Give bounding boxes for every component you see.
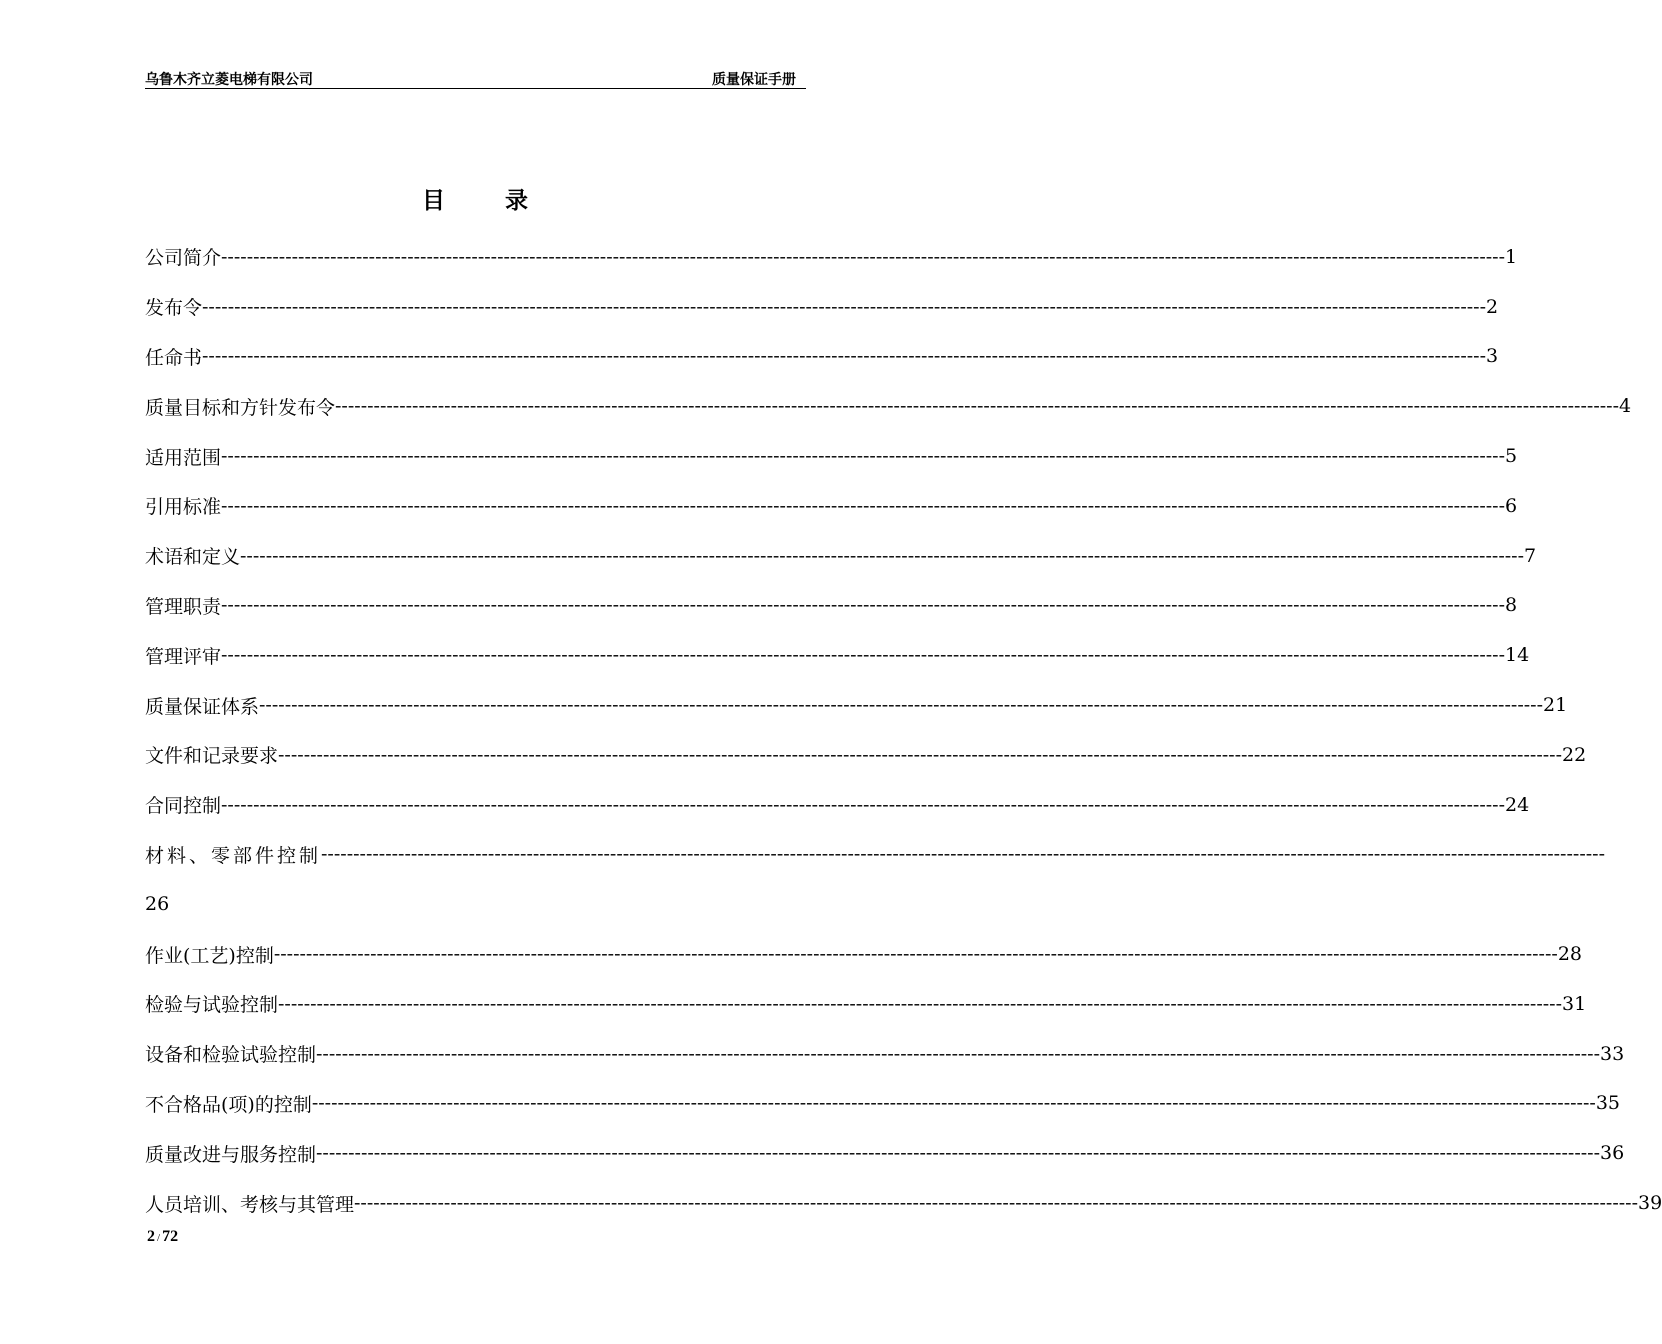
page-header: [145, 68, 806, 89]
toc-entry[interactable]: [145, 332, 1499, 382]
toc-entry-page: 24: [1505, 793, 1530, 816]
toc-leader: --------------------------------------------------------------------------------------------------------------------------------------------------------------------------------------------------------: [354, 1192, 1638, 1215]
toc-leader: --------------------------------------------------------------------------------------------------------------------------------------------------------------------------------------------------------: [316, 1142, 1600, 1165]
toc-entry-label: 适用范围: [145, 446, 222, 469]
toc-entry-label: 不合格品(项)的控制: [145, 1093, 312, 1116]
toc-leader: --------------------------------------------------------------------------------------------------------------------------------------------------------------------------------------------------------: [221, 494, 1505, 517]
toc-entry[interactable]: [145, 531, 1537, 581]
page-separator: /: [157, 1232, 161, 1244]
total-pages: 72: [162, 1228, 179, 1245]
toc-entry-label: 设备和检验试验控制: [145, 1044, 317, 1067]
toc-title: [0, 182, 950, 215]
toc-leader: --------------------------------------------------------------------------------------------------------------------------------------------------------------------------------------------------------: [221, 594, 1505, 617]
toc-entry-label: 任命书: [145, 346, 203, 369]
toc-entry-page: 14: [1505, 644, 1530, 667]
toc-entry-label: 质量改进与服务控制: [145, 1143, 317, 1166]
toc-entry-page: 31: [1562, 992, 1587, 1015]
toc-entry[interactable]: [145, 481, 1518, 531]
toc-entry-label: 管理职责: [145, 595, 222, 618]
toc-entry[interactable]: [145, 1079, 1620, 1129]
toc-entry-page: 26: [145, 893, 170, 916]
toc-entry[interactable]: [145, 232, 1518, 282]
toc-entry-page: 33: [1600, 1042, 1625, 1065]
toc-leader: --------------------------------------------------------------------------------------------------------------------------------------------------------------------------------------------------------: [221, 245, 1505, 268]
toc-entry-label: 文件和记录要求: [145, 745, 279, 768]
toc-entry-page-continued: [145, 879, 806, 929]
toc-leader: --------------------------------------------------------------------------------------------------------------------------------------------------------------------------------------------------------: [316, 1042, 1600, 1065]
table-of-contents: [145, 232, 1662, 1228]
page-number: [147, 1228, 178, 1246]
toc-leader: --------------------------------------------------------------------------------------------------------------------------------------------------------------------------------------------------------: [273, 943, 1558, 966]
toc-entry-page: 5: [1505, 445, 1518, 468]
toc-entry[interactable]: [145, 381, 1632, 431]
toc-entry-page: 7: [1524, 544, 1537, 567]
toc-entry-page: 21: [1543, 694, 1568, 717]
toc-entry-page: 3: [1486, 345, 1499, 368]
toc-leader: --------------------------------------------------------------------------------------------------------------------------------------------------------------------------------------------------------: [221, 793, 1505, 816]
toc-entry[interactable]: [145, 431, 1518, 481]
toc-entry-page: 4: [1619, 395, 1632, 418]
toc-leader: --------------------------------------------------------------------------------------------------------------------------------------------------------------------------------------------------------: [240, 544, 1524, 567]
toc-entry-page: 8: [1505, 594, 1518, 617]
toc-entry-label: 合同控制: [145, 795, 222, 818]
toc-entry-label: 作业(工艺)控制: [145, 944, 274, 967]
toc-leader: --------------------------------------------------------------------------------------------------------------------------------------------------------------------------------------------------------: [259, 694, 1543, 717]
toc-leader: --------------------------------------------------------------------------------------------------------------------------------------------------------------------------------------------------------: [202, 345, 1486, 368]
toc-leader: --------------------------------------------------------------------------------------------------------------------------------------------------------------------------------------------------------: [311, 1092, 1596, 1115]
toc-entry-page: 35: [1595, 1092, 1620, 1115]
toc-entry[interactable]: [145, 1128, 1625, 1178]
toc-entry[interactable]: [145, 830, 1605, 880]
toc-entry-page: 36: [1600, 1142, 1625, 1165]
toc-entry[interactable]: [145, 1178, 1662, 1228]
toc-title-char-1: 目: [422, 188, 445, 214]
toc-entry[interactable]: [145, 680, 1568, 730]
toc-entry-page: 1: [1505, 245, 1518, 268]
toc-entry-label: 检验与试验控制: [145, 994, 279, 1017]
toc-entry-page: 28: [1557, 943, 1582, 966]
toc-title-char-2: 录: [505, 188, 528, 214]
toc-leader: --------------------------------------------------------------------------------------------------------------------------------------------------------------------------------------------------------: [278, 743, 1562, 766]
toc-entry[interactable]: [145, 630, 1530, 680]
company-name: 乌鲁木齐立菱电梯有限公司: [145, 72, 313, 88]
manual-title: 质量保证手册: [712, 72, 796, 88]
toc-entry-label: 质量目标和方针发布令: [145, 396, 336, 419]
toc-leader: --------------------------------------------------------------------------------------------------------------------------------------------------------------------------------------------------------: [202, 295, 1486, 318]
toc-entry-label: 管理评审: [145, 645, 222, 668]
toc-entry-label: 引用标准: [145, 496, 222, 519]
toc-entry-page: 39: [1638, 1192, 1662, 1215]
toc-entry-label: 公司简介: [145, 247, 222, 270]
toc-entry-label: 术语和定义: [145, 546, 241, 569]
toc-leader: --------------------------------------------------------------------------------------------------------------------------------------------------------------------------------------------------------: [221, 445, 1505, 468]
toc-entry-page: 2: [1486, 295, 1499, 318]
toc-entry[interactable]: [145, 730, 1587, 780]
current-page: 2: [147, 1228, 155, 1245]
toc-entry[interactable]: [145, 581, 1518, 631]
toc-entry-label: 发布令: [145, 297, 203, 320]
toc-entry-label: 质量保证体系: [145, 695, 260, 718]
toc-entry-label: 人员培训、考核与其管理: [145, 1193, 355, 1216]
toc-entry[interactable]: [145, 929, 1582, 979]
toc-entry[interactable]: [145, 979, 1587, 1029]
toc-entry-page: 6: [1505, 494, 1518, 517]
toc-leader: --------------------------------------------------------------------------------------------------------------------------------------------------------------------------------------------------------: [335, 395, 1619, 418]
toc-entry[interactable]: [145, 1029, 1625, 1079]
toc-entry-page: 22: [1562, 743, 1587, 766]
toc-leader: --------------------------------------------------------------------------------------------------------------------------------------------------------------------------------------------------------: [321, 843, 1605, 866]
toc-entry-label: 材料、零部件控制: [145, 844, 322, 867]
toc-leader: --------------------------------------------------------------------------------------------------------------------------------------------------------------------------------------------------------: [221, 644, 1505, 667]
toc-leader: --------------------------------------------------------------------------------------------------------------------------------------------------------------------------------------------------------: [278, 992, 1562, 1015]
toc-entry[interactable]: [145, 282, 1499, 332]
toc-entry[interactable]: [145, 780, 1530, 830]
